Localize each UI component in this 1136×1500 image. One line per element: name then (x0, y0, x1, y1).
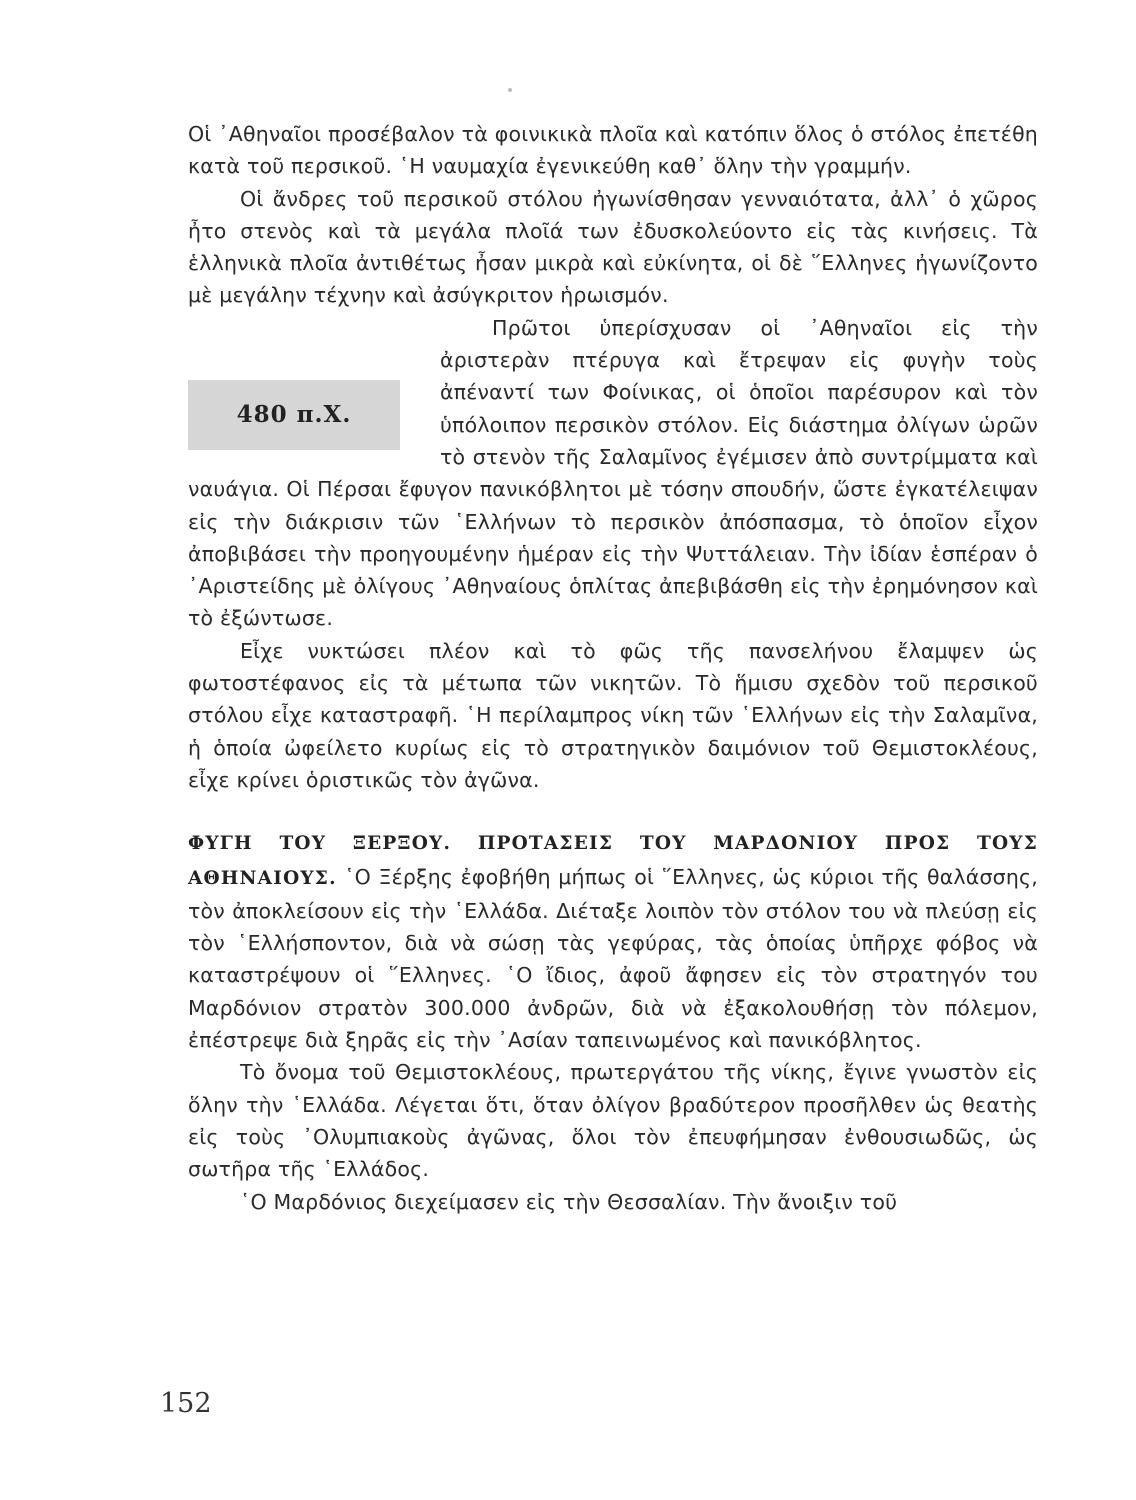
page-number: 152 (160, 1388, 212, 1419)
section-paragraph-2: Τὸ ὄνομα τοῦ Θεμιστοκλέους, πρωτεργάτου τῆς νίκης, ἔγινε γνωστὸν εἰς ὅλην τὴν ῾Ελλάδα. Λέγεται ὅτι, ὅταν ὀλίγον βραδύτερον προσῆλθεν ὡς θεατὴς εἰς τοὺς ᾿Ολυμπιακοὺς ἀγῶνας, ὅλοι τὸν ἐπευφήμησαν ἐνθουσιωδῶς, ὡς σωτῆρα τῆς ῾Ελλάδος. (188, 1060, 1038, 1182)
speck (508, 88, 512, 92)
date-sidenote: 480 π.Χ. (188, 380, 400, 450)
paragraph-2: Οἱ ἄνδρες τοῦ περσικοῦ στόλου ἠγωνίσθησαν γενναιότατα, ἀλλ᾿ ὁ χῶρος ἦτο στενὸς καὶ τὰ μεγάλα πλοῖά των ἐδυσκολεύοντο εἰς τὰς κινήσεις. Τὰ ἑλληνικὰ πλοῖα ἀντιθέτως ἦσαν μικρὰ καὶ εὐκίνητα, οἱ δὲ ῞Ελληνες ἠγωνίζοντο μὲ μεγάλην τέχνην καὶ ἀσύγκριτον ἡρωισμόν. (188, 186, 1038, 308)
section-paragraph-1 (188, 826, 1038, 1056)
paragraph-3: Πρῶτοι ὑπερίσχυσαν οἱ ᾿Αθηναῖοι εἰς τὴν ἀριστερὰν πτέρυγα καὶ ἔτρεψαν εἰς φυγὴν τοὺς ἀπέναντί των Φοίνικας, οἱ ὁποῖοι παρέσυρον καὶ τὸν ὑπόλοιπον περσικὸν στόλον. Εἰς διάστημα ὀλίγων ὡρῶν τὸ στενὸν τῆς Σαλαμῖνος ἐγέμισεν ἀπὸ συντρίμματα καὶ ναυάγια. Οἱ Πέρσαι ἔφυγον πανικόβλητοι μὲ τόσην σπουδήν, ὥστε ἐγκατέλειψαν εἰς τὴν διάκρισιν τῶν ῾Ελλήνων τὸ περσικὸν ἀπόσπασμα, τὸ ὁποῖον εἶχον ἀποβιβάσει τὴν προηγουμένην ἡμέραν εἰς τὴν Ψυττάλειαν. Τὴν ἰδίαν ἑσπέραν ὁ ᾿Αριστείδης μὲ ὀλίγους ᾿Αθηναίους ὁπλίτας ἀπεβιβάσθη εἰς τὴν ἐρημόνησον καὶ τὸ ἐξώντωσε. (188, 315, 1038, 631)
section-heading: ΦΥΓΗ ΤΟΥ ΞΕΡΞΟΥ. ΠΡΟΤΑΣΕΙΣ ΤΟΥ ΜΑΡΔΟΝΙΟΥ ΠΡΟΣ ΤΟΥΣ ΑΘΗΝΑΙΟΥΣ. (188, 833, 1038, 889)
paragraph-4: Εἶχε νυκτώσει πλέον καὶ τὸ φῶς τῆς πανσελήνου ἔλαμψεν ὡς φωτοστέφανος εἰς τὰ μέτωπα τῶν νικητῶν. Τὸ ἥμισυ σχεδὸν τοῦ περσικοῦ στόλου εἶχε καταστραφῆ. ῾Η περίλαμπρος νίκη τῶν ῾Ελλήνων εἰς τὴν Σαλαμῖνα, ἡ ὁποία ὠφείλετο κυρίως εἰς τὸ στρατηγικὸν δαιμόνιον τοῦ Θεμιστοκλέους, εἶχε κρίνει ὁριστικῶς τὸν ἀγῶνα. (188, 638, 1038, 792)
paragraph-1: Οἱ ᾿Αθηναῖοι προσέβαλον τὰ φοινικικὰ πλοῖα καὶ κατόπιν ὅλος ὁ στόλος ἐπετέθη κατὰ τοῦ περσικοῦ. ῾Η ναυμαχία ἐγενικεύθη καθ᾿ ὅλην τὴν γραμμήν. (188, 122, 1038, 179)
page-body (188, 118, 1038, 1218)
section-paragraph-1-text: ῾Ο Ξέρξης ἐφοβήθη μήπως οἱ ῞Ελληνες, ὡς κύριοι τῆς θαλάσσης, τὸν ἀποκλείσουν εἰς τὴν ῾Ελλάδα. Διέταξε λοιπὸν τὸν στόλον του νὰ πλεύσῃ εἰς τὸν ῾Ελλήσποντον, διὰ νὰ σώσῃ τὰς γεφύρας, τὰς ὁποίας ὑπῆρχε φόβος νὰ καταστρέψουν οἱ ῞Ελληνες. ῾Ο ἴδιος, ἀφοῦ ἄφησεν εἰς τὸν στρατηγόν του Μαρδόνιον στρατὸν 300.000 ἀνδρῶν, διὰ νὰ ἐξακολουθήσῃ τὸν πόλεμον, ἐπέστρεψε διὰ ξηρᾶς εἰς τὴν ᾿Ασίαν ταπεινωμένος καὶ πανικόβλητος. (188, 864, 1038, 1053)
section-paragraph-3: ῾Ο Μαρδόνιος διεχείμασεν εἰς τὴν Θεσσαλίαν. Τὴν ἄνοιξιν τοῦ (240, 1189, 898, 1214)
